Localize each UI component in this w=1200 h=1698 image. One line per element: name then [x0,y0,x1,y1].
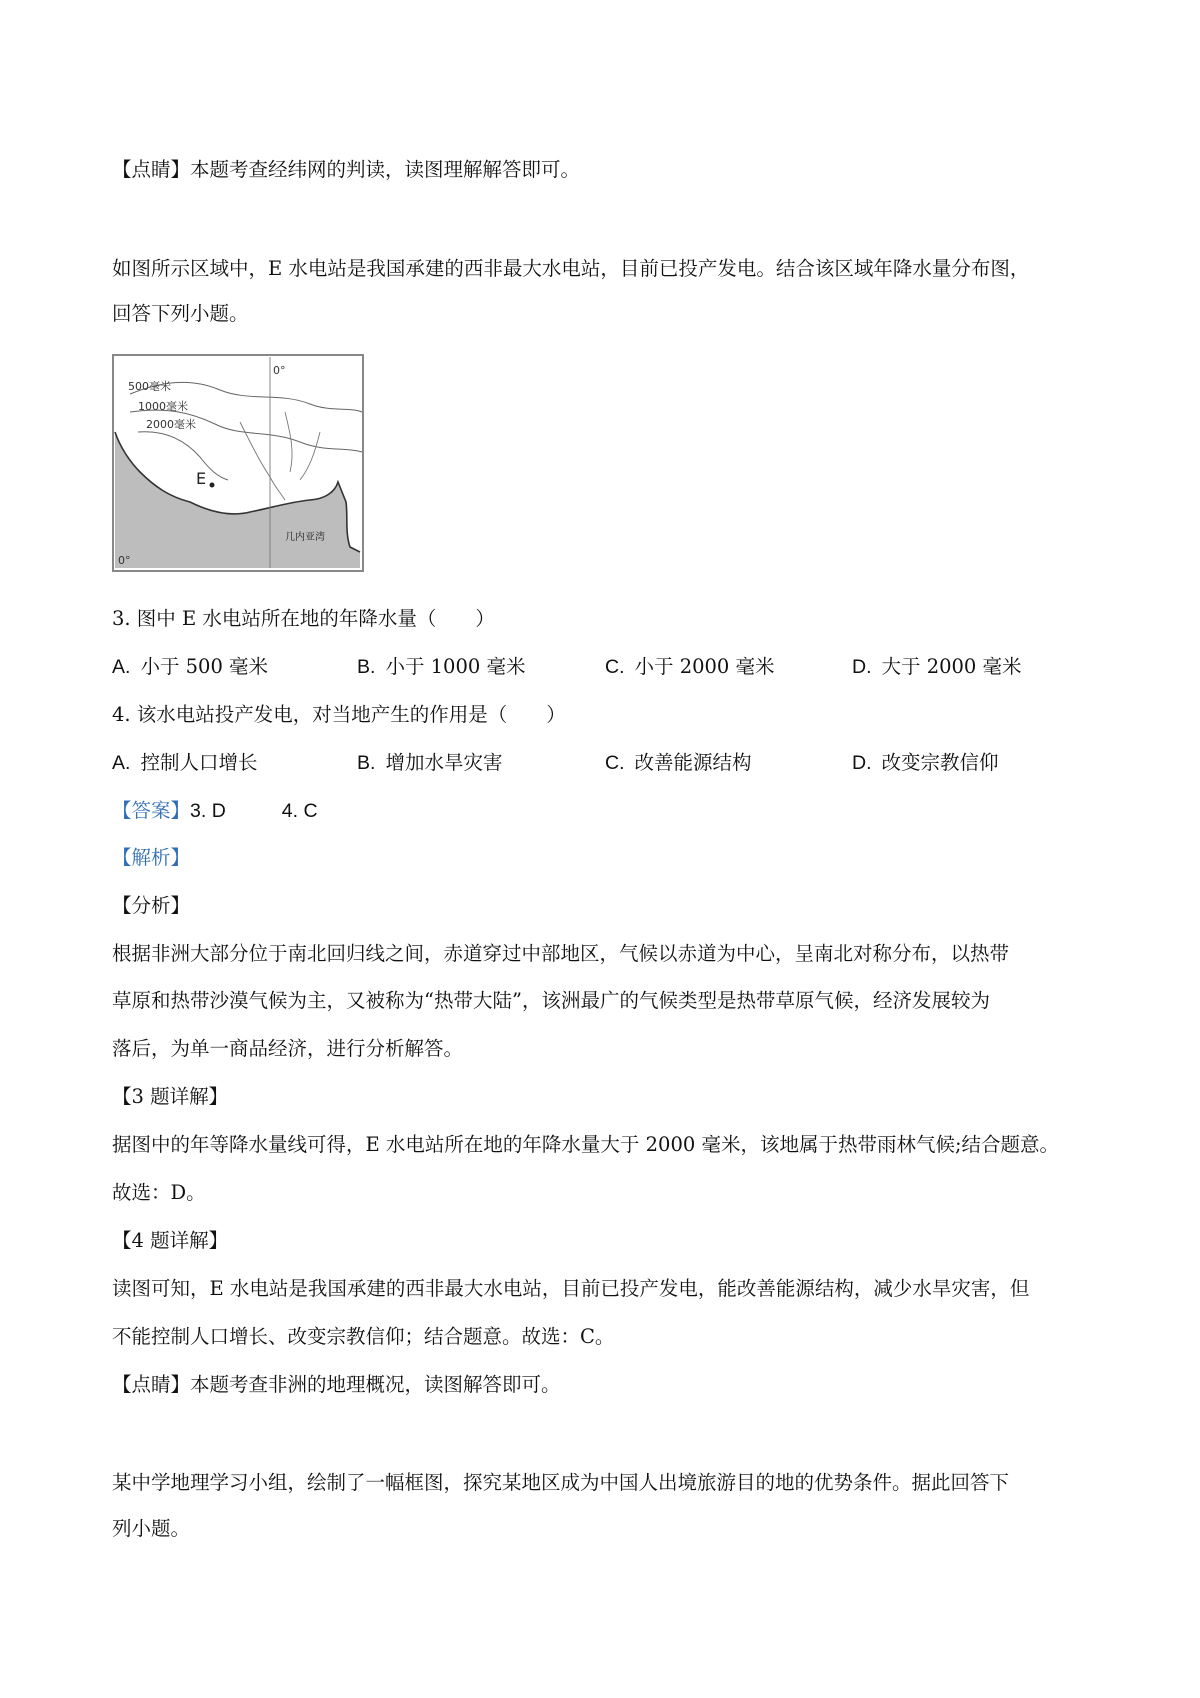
q4-option-c: C. 改善能源结构 [605,751,752,774]
intro-line-2: 回答下列小题。 [112,302,249,325]
q4-option-d: D. 改变宗教信仰 [852,751,999,774]
jiexi-tag: 【解析】 [112,846,191,869]
next-intro-line-2: 列小题。 [112,1517,191,1540]
q3-detail-title: 【3 题详解】 [112,1085,229,1108]
label-e: E [196,469,207,488]
q4-stem: 4. 该水电站投产发电，对当地产生的作用是（ ） [112,703,566,726]
q3-option-b: B. 小于 1000 毫米 [357,655,526,678]
q3-stem: 3. 图中 E 水电站所在地的年降水量（ ） [112,607,495,630]
dianjing-text-1: 【点睛】本题考查经纬网的判读，读图理解解答即可。 [112,158,581,181]
label-2000: 2000毫米 [146,418,196,431]
label-meridian: 0° [273,364,286,377]
fenxi-para-2: 草原和热带沙漠气候为主，又被称为“热带大陆”，该洲最广的气候类型是热带草原气候，经济发展较为 [112,989,990,1012]
label-equator: 0° [118,554,131,567]
next-intro-line-1: 某中学地理学习小组，绘制了一幅框图，探究某地区成为中国人出境旅游目的地的优势条件。据此回答下 [112,1471,1010,1494]
q3-detail-line-1: 据图中的年等降水量线可得，E 水电站所在地的年降水量大于 2000 毫米，该地属于热带雨林气候;结合题意。 [112,1133,1060,1156]
answer-tag: 【答案】 [112,799,191,822]
fenxi-para-1: 根据非洲大部分位于南北回归线之间，赤道穿过中部地区，气候以赤道为中心，呈南北对称分布，以热带 [112,942,1010,965]
q4-option-a: A. 控制人口增长 [112,751,258,774]
dianjing-text-2: 【点睛】本题考查非洲的地理概况，读图解答即可。 [112,1373,561,1396]
label-sea: 几内亚湾 [285,532,325,543]
answer-3: 3. D [190,800,226,822]
rainfall-map-figure [110,352,366,574]
q3-option-a: A. 小于 500 毫米 [112,655,269,678]
q4-option-b: B. 增加水旱灾害 [357,751,503,774]
q3-detail-line-2: 故选：D。 [112,1181,206,1204]
label-1000: 1000毫米 [138,400,188,413]
q3-option-d: D. 大于 2000 毫米 [852,655,1022,678]
q4-detail-line-1: 读图可知，E 水电站是我国承建的西非最大水电站，目前已投产发电，能改善能源结构，减少水旱灾害，但 [112,1277,1030,1300]
intro-line-1: 如图所示区域中，E 水电站是我国承建的西非最大水电站，目前已投产发电。结合该区域年降水量分布图， [112,257,1030,280]
q4-detail-line-2: 不能控制人口增长、改变宗教信仰；结合题意。故选：C。 [112,1325,615,1348]
label-500: 500毫米 [128,380,171,393]
point-e-marker [210,483,215,488]
q4-detail-title: 【4 题详解】 [112,1229,229,1252]
answer-line [112,797,318,825]
fenxi-title: 【分析】 [112,894,191,917]
answer-4: 4. C [281,800,318,822]
q3-option-c: C. 小于 2000 毫米 [605,655,775,678]
fenxi-para-3: 落后，为单一商品经济，进行分析解答。 [112,1037,464,1060]
